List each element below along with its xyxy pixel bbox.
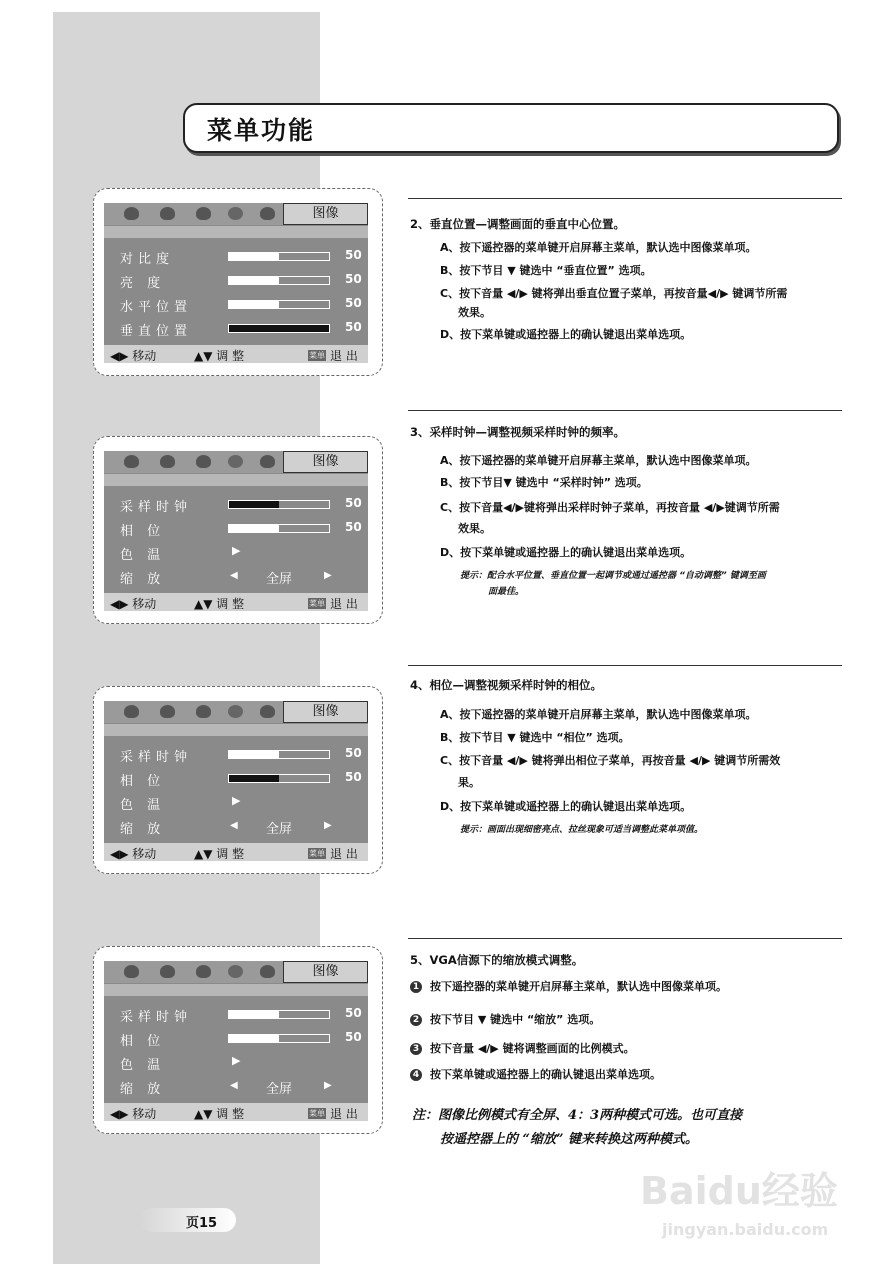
osd-level-fill	[229, 277, 279, 284]
section-divider	[408, 938, 842, 939]
sound-icon[interactable]	[160, 965, 175, 978]
osd-footer-hints	[104, 843, 368, 861]
osd-menu-panel	[93, 436, 383, 624]
step-number-4-icon: 4	[410, 1069, 422, 1081]
osd-row-label: 相 位	[120, 1034, 166, 1049]
section-heading: 2、垂直位置—调整画面的垂直中心位置。	[410, 217, 625, 231]
osd-level-fill	[229, 253, 279, 260]
hint-move: ◀▶ 移动	[110, 597, 157, 611]
osd-menu-panel	[93, 686, 383, 874]
section-divider	[408, 198, 842, 199]
osd-row-label: 相 位	[120, 774, 166, 789]
osd-menu-row[interactable]	[104, 293, 368, 315]
zoom-mode-value: 全屏	[266, 1082, 293, 1097]
step-b: B、按下节目 ▼ 键选中 “垂直位置” 选项。	[440, 264, 652, 277]
osd-menu-row[interactable]	[104, 815, 368, 837]
picture-icon[interactable]	[124, 705, 139, 718]
tip-text: 提示：画面出现细密亮点、拉丝现象可适当调整此菜单项值。	[460, 825, 704, 835]
osd-level-slider[interactable]	[228, 276, 330, 285]
hint-exit: 退 出	[330, 597, 358, 611]
step-c-cont: 效果。	[458, 522, 491, 535]
osd-level-fill	[229, 301, 279, 308]
hint-adjust: ▲▼ 调 整	[194, 349, 245, 363]
section-divider	[408, 665, 842, 666]
osd-level-value: 50	[345, 746, 362, 760]
osd-menu-row[interactable]	[104, 245, 368, 267]
osd-menu-row[interactable]	[104, 317, 368, 339]
osd-level-value: 50	[345, 320, 362, 334]
hint-move: ◀▶ 移动	[110, 349, 157, 363]
step-d: D、按下菜单键或遥控器上的确认键退出菜单选项。	[440, 800, 692, 813]
osd-level-fill	[229, 1035, 279, 1042]
hint-exit: 退 出	[330, 1107, 358, 1121]
osd-level-value: 50	[345, 520, 362, 534]
step-a: A、按下遥控器的菜单键开启屏幕主菜单，默认选中图像菜单项。	[440, 241, 757, 254]
arrow-right-icon[interactable]: ▶	[324, 1080, 332, 1091]
osd-level-slider[interactable]	[228, 500, 330, 509]
tag-icon[interactable]	[260, 705, 275, 718]
step-c-cont: 效果。	[458, 306, 491, 319]
step-c: C、按下音量 ◀/▶ 键将弹出相位子菜单，再按音量 ◀/▶ 键调节所需效	[440, 754, 781, 767]
osd-menu-panel	[93, 188, 383, 376]
osd-row-label: 垂直位置	[120, 324, 193, 339]
osd-row-label: 色 温	[120, 1058, 166, 1073]
osd-icon-row	[104, 701, 368, 723]
osd-level-slider[interactable]	[228, 750, 330, 759]
picture-icon[interactable]	[124, 207, 139, 220]
osd-row-label: 缩 放	[120, 822, 166, 837]
menu-key-icon: 菜单	[309, 849, 325, 858]
menu-key-icon: 菜单	[309, 1109, 325, 1118]
osd-level-value: 50	[345, 1030, 362, 1044]
step-c-cont: 果。	[458, 776, 480, 789]
section-heading: 4、相位—调整视频采样时钟的相位。	[410, 678, 602, 692]
step-d: D、按下菜单键或遥控器上的确认键退出菜单选项。	[440, 328, 692, 341]
step-1: 1 按下遥控器的菜单键开启屏幕主菜单，默认选中图像菜单项。	[410, 978, 727, 994]
arrow-left-icon[interactable]: ◀	[230, 1080, 238, 1091]
step-c: C、按下音量 ◀/▶ 键将弹出垂直位置子菜单，再按音量◀/▶ 键调节所需	[440, 287, 788, 300]
submenu-arrow-icon[interactable]: ▶	[232, 544, 241, 557]
osd-menu-row[interactable]	[104, 1003, 368, 1025]
note-text-cont: 按遥控器上的 “缩放” 键来转换这两种模式。	[440, 1132, 699, 1147]
page-number: 页15	[186, 1216, 218, 1231]
osd-level-slider[interactable]	[228, 300, 330, 309]
step-d: D、按下菜单键或遥控器上的确认键退出菜单选项。	[440, 546, 692, 559]
gear-icon[interactable]	[228, 455, 243, 468]
step-number-3-icon: 3	[410, 1043, 422, 1055]
osd-tab-picture[interactable]: 图像	[283, 451, 368, 473]
section-heading: 5、VGA信源下的缩放模式调整。	[410, 953, 584, 967]
osd-level-slider[interactable]	[228, 524, 330, 533]
tag-icon[interactable]	[260, 455, 275, 468]
osd-screen	[104, 701, 368, 861]
osd-level-fill	[229, 751, 279, 758]
osd-footer-hints	[104, 1103, 368, 1121]
section-heading: 3、采样时钟—调整视频采样时钟的频率。	[410, 425, 625, 439]
arrow-right-icon[interactable]: ▶	[324, 570, 332, 581]
search-icon[interactable]	[196, 705, 211, 718]
osd-screen	[104, 451, 368, 611]
osd-tab-picture[interactable]: 图像	[283, 203, 368, 225]
hint-move: ◀▶ 移动	[110, 1107, 157, 1121]
sound-icon[interactable]	[160, 455, 175, 468]
osd-menu-panel	[93, 946, 383, 1134]
gear-icon[interactable]	[228, 705, 243, 718]
page-number-badge	[140, 1208, 236, 1232]
osd-separator	[104, 226, 368, 238]
osd-menu-row[interactable]	[104, 1027, 368, 1049]
submenu-arrow-icon[interactable]: ▶	[232, 794, 241, 807]
step-a: A、按下遥控器的菜单键开启屏幕主菜单，默认选中图像菜单项。	[440, 454, 757, 467]
zoom-mode-value: 全屏	[266, 822, 293, 837]
osd-row-label: 采样时钟	[120, 1010, 193, 1025]
gear-icon[interactable]	[228, 965, 243, 978]
step-3: 3 按下音量 ◀/▶ 键将调整画面的比例模式。	[410, 1040, 635, 1056]
osd-level-value: 50	[345, 496, 362, 510]
arrow-right-icon[interactable]: ▶	[324, 820, 332, 831]
tag-icon[interactable]	[260, 965, 275, 978]
picture-icon[interactable]	[124, 455, 139, 468]
search-icon[interactable]	[196, 965, 211, 978]
osd-row-label: 相 位	[120, 524, 166, 539]
osd-level-value: 50	[345, 272, 362, 286]
osd-separator	[104, 984, 368, 996]
sound-icon[interactable]	[160, 705, 175, 718]
step-b: B、按下节目 ▼ 键选中 “相位” 选项。	[440, 731, 630, 744]
osd-level-fill	[229, 325, 329, 332]
osd-icon-row	[104, 961, 368, 983]
osd-row-label: 对比度	[120, 252, 175, 267]
section-divider	[408, 410, 842, 411]
osd-icon-row	[104, 203, 368, 225]
menu-key-icon: 菜单	[309, 351, 325, 360]
osd-level-value: 50	[345, 248, 362, 262]
arrow-left-icon[interactable]: ◀	[230, 820, 238, 831]
page-title: 菜单功能	[207, 116, 316, 145]
gear-icon[interactable]	[228, 207, 243, 220]
osd-footer-hints	[104, 593, 368, 611]
osd-row-label: 色 温	[120, 548, 166, 563]
osd-row-label: 缩 放	[120, 1082, 166, 1097]
osd-level-fill	[229, 525, 279, 532]
osd-level-slider[interactable]	[228, 1010, 330, 1019]
osd-separator	[104, 724, 368, 736]
osd-menu-row[interactable]	[104, 565, 368, 587]
hint-adjust: ▲▼ 调 整	[194, 597, 245, 611]
tip-text: 提示：配合水平位置、垂直位置一起调节或通过遥控器 “自动调整” 键调至画	[460, 571, 766, 581]
hint-adjust: ▲▼ 调 整	[194, 1107, 245, 1121]
osd-row-label: 缩 放	[120, 572, 166, 587]
search-icon[interactable]	[196, 207, 211, 220]
osd-level-slider[interactable]	[228, 1034, 330, 1043]
osd-screen	[104, 203, 368, 363]
tip-text-cont: 面最佳。	[488, 587, 525, 597]
step-4: 4 按下菜单键或遥控器上的确认键退出菜单选项。	[410, 1066, 661, 1082]
osd-separator	[104, 474, 368, 486]
osd-level-fill	[229, 775, 279, 782]
osd-level-slider[interactable]	[228, 324, 330, 333]
osd-row-label: 水平位置	[120, 300, 193, 315]
osd-menu-row[interactable]	[104, 1075, 368, 1097]
hint-adjust: ▲▼ 调 整	[194, 847, 245, 861]
osd-menu-row[interactable]	[104, 767, 368, 789]
osd-level-slider[interactable]	[228, 252, 330, 261]
hint-exit: 退 出	[330, 349, 358, 363]
sound-icon[interactable]	[160, 207, 175, 220]
note-text: 注：图像比例模式有全屏、4：3两种模式可选。也可直接	[412, 1108, 743, 1123]
step-number-1-icon: 1	[410, 981, 422, 993]
osd-row-label: 亮 度	[120, 276, 166, 291]
osd-footer-hints	[104, 345, 368, 363]
osd-menu-row[interactable]	[104, 743, 368, 765]
hint-move: ◀▶ 移动	[110, 847, 157, 861]
osd-tab-picture[interactable]: 图像	[283, 961, 368, 983]
osd-icon-row	[104, 451, 368, 473]
watermark-url: jingyan.baidu.com	[662, 1220, 829, 1239]
osd-menu-row[interactable]	[104, 517, 368, 539]
osd-menu-row[interactable]	[104, 1051, 368, 1073]
picture-icon[interactable]	[124, 965, 139, 978]
osd-row-label: 色 温	[120, 798, 166, 813]
osd-level-slider[interactable]	[228, 774, 330, 783]
osd-menu-row[interactable]	[104, 541, 368, 563]
osd-level-fill	[229, 501, 279, 508]
step-2: 2 按下节目 ▼ 键选中 “缩放” 选项。	[410, 1011, 600, 1027]
step-c: C、按下音量◀/▶键将弹出采样时钟子菜单，再按音量 ◀/▶键调节所需	[440, 501, 780, 514]
arrow-left-icon[interactable]: ◀	[230, 570, 238, 581]
search-icon[interactable]	[196, 455, 211, 468]
osd-menu-row[interactable]	[104, 493, 368, 515]
zoom-mode-value: 全屏	[266, 572, 293, 587]
step-a: A、按下遥控器的菜单键开启屏幕主菜单，默认选中图像菜单项。	[440, 708, 757, 721]
osd-level-value: 50	[345, 296, 362, 310]
osd-menu-row[interactable]	[104, 791, 368, 813]
step-number-2-icon: 2	[410, 1014, 422, 1026]
watermark-brand: Baidu经验	[640, 1169, 838, 1213]
osd-level-value: 50	[345, 770, 362, 784]
tag-icon[interactable]	[260, 207, 275, 220]
osd-level-fill	[229, 1011, 279, 1018]
osd-level-value: 50	[345, 1006, 362, 1020]
osd-tab-picture[interactable]: 图像	[283, 701, 368, 723]
osd-row-label: 采样时钟	[120, 750, 193, 765]
step-b: B、按下节目▼ 键选中 “采样时钟” 选项。	[440, 476, 648, 489]
osd-row-label: 采样时钟	[120, 500, 193, 515]
submenu-arrow-icon[interactable]: ▶	[232, 1054, 241, 1067]
osd-screen	[104, 961, 368, 1121]
osd-menu-row[interactable]	[104, 269, 368, 291]
menu-key-icon: 菜单	[309, 599, 325, 608]
hint-exit: 退 出	[330, 847, 358, 861]
page-title-box	[183, 103, 839, 153]
